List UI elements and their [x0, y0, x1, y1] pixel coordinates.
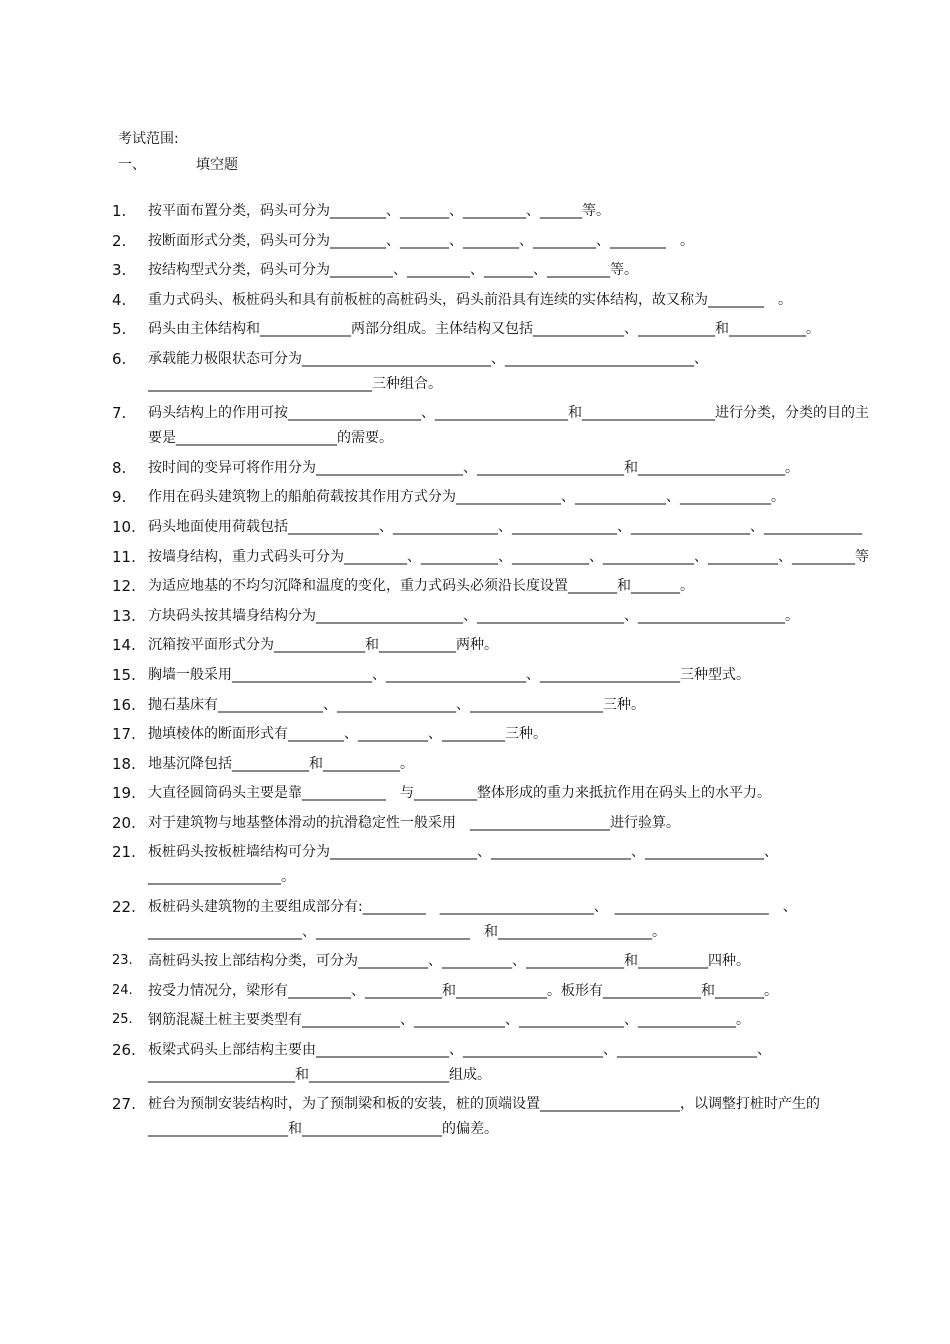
question-item: [112, 1092, 882, 1142]
question-text: 板梁式码头上部结构主要由___________________、____________________、____________________、_____________________和____________________组成。: [148, 1042, 771, 1083]
question-item: [112, 317, 882, 342]
question-text: 重力式码头、板桩码头和具有前板桩的高桩码头，码头前沿具有连续的实体结构，故又称为________ 。: [148, 291, 792, 308]
question-text: 板桩码头按板桩墙结构可分为_____________________、____________________、_________________、___________________。: [148, 844, 778, 886]
question-text: 方块码头按其墙身结构分为_____________________、_____________________、_____________________。: [148, 607, 799, 624]
question-item: [112, 545, 882, 570]
question-text: 按断面形式分类，码头可分为________、_______、________、_________、________ 。: [148, 232, 694, 249]
question-item: [112, 979, 882, 1004]
question-item: [112, 604, 882, 629]
section-title: 填空题: [196, 157, 238, 173]
question-item: [112, 633, 882, 658]
question-item: [112, 949, 882, 974]
question-item: [112, 199, 882, 224]
question-text: 沉箱按平面形式分为_____________和___________两种。: [148, 637, 498, 654]
question-text: 钢筋混凝土桩主要类型有______________、_____________、_______________、______________。: [148, 1012, 750, 1029]
question-number: 2.: [112, 231, 127, 250]
question-item: [112, 485, 882, 510]
question-number: 26.: [112, 1041, 136, 1060]
question-item: [112, 456, 882, 481]
question-text: 抛石基床有_______________、_________________、___________________三种。: [148, 696, 645, 713]
question-number: 12.: [112, 577, 136, 596]
question-text: 按墙身结构，重力式码头可分为_________、___________、___________、_____________、__________、_________等: [148, 548, 869, 565]
question-item: [112, 229, 882, 254]
question-text: 作用在码头建筑物上的船舶荷载按其作用方式分为_______________、_____________、_____________。: [148, 489, 785, 506]
question-number: 13.: [112, 606, 136, 625]
question-text: 对于建筑物与地基整体滑动的抗滑稳定性一般采用 ____________________进行验算。: [148, 814, 680, 831]
question-text: 高桩码头按上部结构分类，可分为__________、__________、______________和__________四种。: [148, 953, 750, 970]
question-item: [112, 663, 882, 688]
question-number: 21.: [112, 843, 136, 862]
question-text: 抛填棱体的断面形式有________、__________、_________三种。: [148, 726, 547, 743]
question-item: [112, 811, 882, 836]
question-item: [112, 840, 882, 890]
question-number: 1.: [112, 202, 127, 220]
section-heading: [118, 154, 238, 174]
question-number: 15.: [112, 665, 136, 684]
question-number: 14.: [112, 636, 136, 655]
question-item: [112, 258, 882, 283]
question-number: 22.: [112, 897, 136, 916]
question-number: 11.: [112, 547, 136, 566]
question-text: 承载能力极限状态可分为___________________________、___________________________、________________________________三种组合。: [148, 350, 708, 392]
question-number: 3.: [112, 261, 127, 280]
question-item: [112, 722, 882, 747]
question-number: 17.: [112, 725, 136, 744]
question-text: 按受力情况分，梁形有_________、___________和_____________。板形有______________和_______。: [148, 982, 778, 999]
question-text: 胸墙一般采用____________________、____________________、____________________三种型式。: [148, 666, 750, 683]
question-number: 24.: [112, 982, 133, 998]
question-item: [112, 288, 882, 313]
question-number: 5.: [112, 320, 127, 339]
question-item: [112, 574, 882, 599]
question-item: [112, 401, 882, 451]
question-item: [112, 693, 882, 718]
question-item: [112, 781, 882, 806]
question-text: 地基沉降包括___________和___________。: [148, 755, 414, 772]
question-number: 23.: [112, 953, 133, 969]
section-number: 一、: [118, 157, 146, 173]
question-text: 码头结构上的作用可按___________________、___________________和___________________进行分类，分类的目的主要是_______________________的需要。: [148, 405, 869, 447]
exam-scope-title: 考试范围:: [118, 131, 179, 147]
question-text: 板桩码头建筑物的主要组成部分有:_________ ______________________、 ______________________ 、______________________、______________________ 和______________________。: [148, 898, 797, 940]
question-text: 大直径圆筒码头主要是靠____________ 与_________整体形成的重力来抵抗作用在码头上的水平力。: [148, 785, 771, 802]
question-item: [112, 1008, 882, 1033]
question-item: [112, 347, 882, 397]
question-text: 桩台为预制安装结构时，为了预制梁和板的安装，桩的顶端设置____________________，以调整打桩时产生的____________________和____________________的偏差。: [148, 1096, 820, 1138]
question-text: 码头地面使用荷载包括_____________、_______________、_______________、_________________、______________: [148, 518, 862, 535]
question-item: [112, 895, 882, 945]
question-item: [112, 752, 882, 777]
question-number: 8.: [112, 458, 127, 477]
question-text: 按时间的变异可将作用分为_____________________、_____________________和_____________________。: [148, 459, 799, 476]
question-number: 19.: [112, 784, 136, 803]
question-number: 6.: [112, 349, 127, 368]
question-number: 7.: [112, 404, 127, 423]
question-number: 16.: [112, 695, 136, 714]
question-number: 25.: [112, 1012, 133, 1028]
question-item: [112, 1038, 882, 1088]
question-number: 18.: [112, 754, 136, 773]
question-text: 按结构型式分类，码头可分为_________、_________、_______、_________等。: [148, 262, 638, 279]
question-list: [112, 199, 882, 1147]
question-text: 按平面布置分类，码头可分为________、_______、_________、______等。: [148, 203, 610, 219]
question-text: 码头由主体结构和_____________两部分组成。主体结构又包括_____________、___________和___________。: [148, 321, 820, 338]
question-number: 10.: [112, 517, 136, 536]
question-text: 为适应地基的不均匀沉降和温度的变化，重力式码头必须沿长度设置_______和_______。: [148, 578, 694, 595]
question-number: 27.: [112, 1095, 136, 1114]
question-number: 20.: [112, 813, 136, 832]
question-number: 9.: [112, 488, 127, 507]
question-number: 4.: [112, 290, 127, 309]
question-item: [112, 515, 882, 540]
